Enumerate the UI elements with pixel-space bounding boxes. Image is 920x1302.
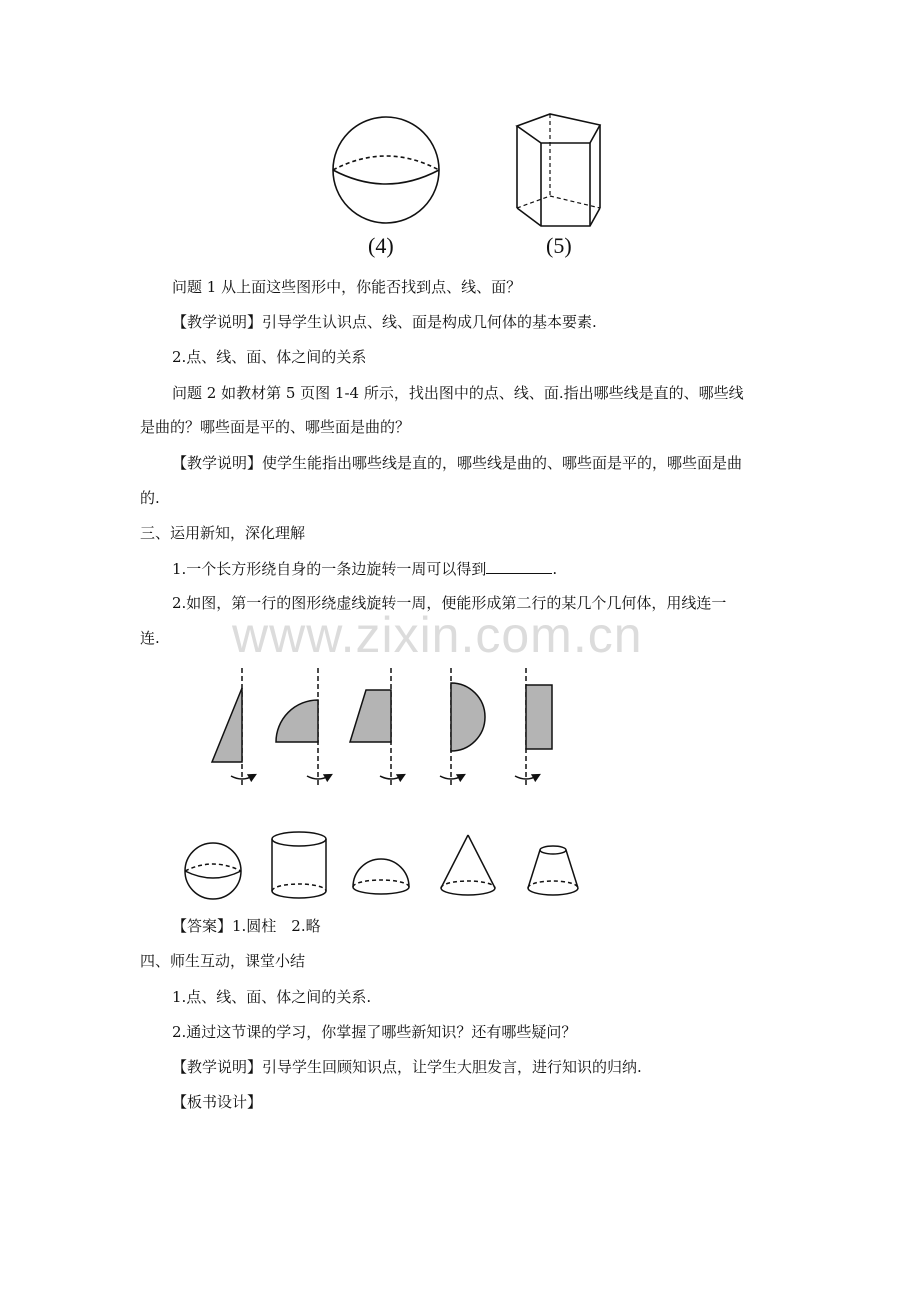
heading-section-4: 四、师生互动，课堂小结 [140, 952, 306, 970]
question-2-line-2: 是曲的？哪些面是平的、哪些面是曲的？ [140, 418, 411, 436]
answer: 【答案】1.圆柱 2.略 [172, 917, 321, 935]
figure-caption-5: (5) [546, 233, 572, 258]
exercise-2-line-2: 连. [140, 629, 160, 647]
semicircle-shape [440, 668, 485, 786]
teaching-note-3: 【教学说明】引导学生回顾知识点，让学生大胆发言，进行知识的归纳. [172, 1058, 642, 1076]
figure-caption-4: (4) [368, 233, 394, 258]
teaching-note-1: 【教学说明】引导学生认识点、线、面是构成几何体的基本要素. [172, 313, 597, 331]
exercise-1-end: . [552, 560, 558, 578]
exercise-2-line-1: 2.如图，第一行的图形绕虚线旋转一周，便能形成第二行的某几个几何体，用线连一 [172, 594, 727, 612]
board-design: 【板书设计】 [172, 1093, 263, 1111]
solid-hemisphere [353, 859, 409, 894]
section-2-title: 2.点、线、面、体之间的关系 [172, 348, 367, 366]
triangle-shape [212, 668, 253, 786]
question-1: 问题 1 从上面这些图形中，你能否找到点、线、面？ [172, 278, 522, 296]
question-2-line-1: 问题 2 如教材第 5 页图 1-4 所示，找出图中的点、线、面.指出哪些线是直的、哪些线 [172, 384, 744, 402]
trapezoid-shape [350, 668, 402, 786]
exercise-1-text: 1.一个长方形绕自身的一条边旋转一周可以得到 [172, 560, 487, 578]
solid-sphere [185, 843, 241, 899]
teaching-note-2-line-2: 的. [140, 489, 160, 507]
solid-cone [441, 835, 495, 895]
solid-frustum [528, 846, 578, 895]
quarter-circle-shape [276, 668, 329, 786]
teaching-note-2-line-1: 【教学说明】使学生能指出哪些线是直的，哪些线是曲的、哪些面是平的，哪些面是曲 [172, 454, 743, 472]
summary-1: 1.点、线、面、体之间的关系. [172, 988, 372, 1006]
watermark: www.zixin.com.cn [232, 607, 643, 663]
rectangle-shape [515, 668, 552, 786]
summary-2: 2.通过这节课的学习，你掌握了哪些新知识？还有哪些疑问？ [172, 1023, 577, 1041]
heading-section-3: 三、运用新知，深化理解 [140, 524, 306, 542]
solid-cylinder [272, 832, 326, 898]
